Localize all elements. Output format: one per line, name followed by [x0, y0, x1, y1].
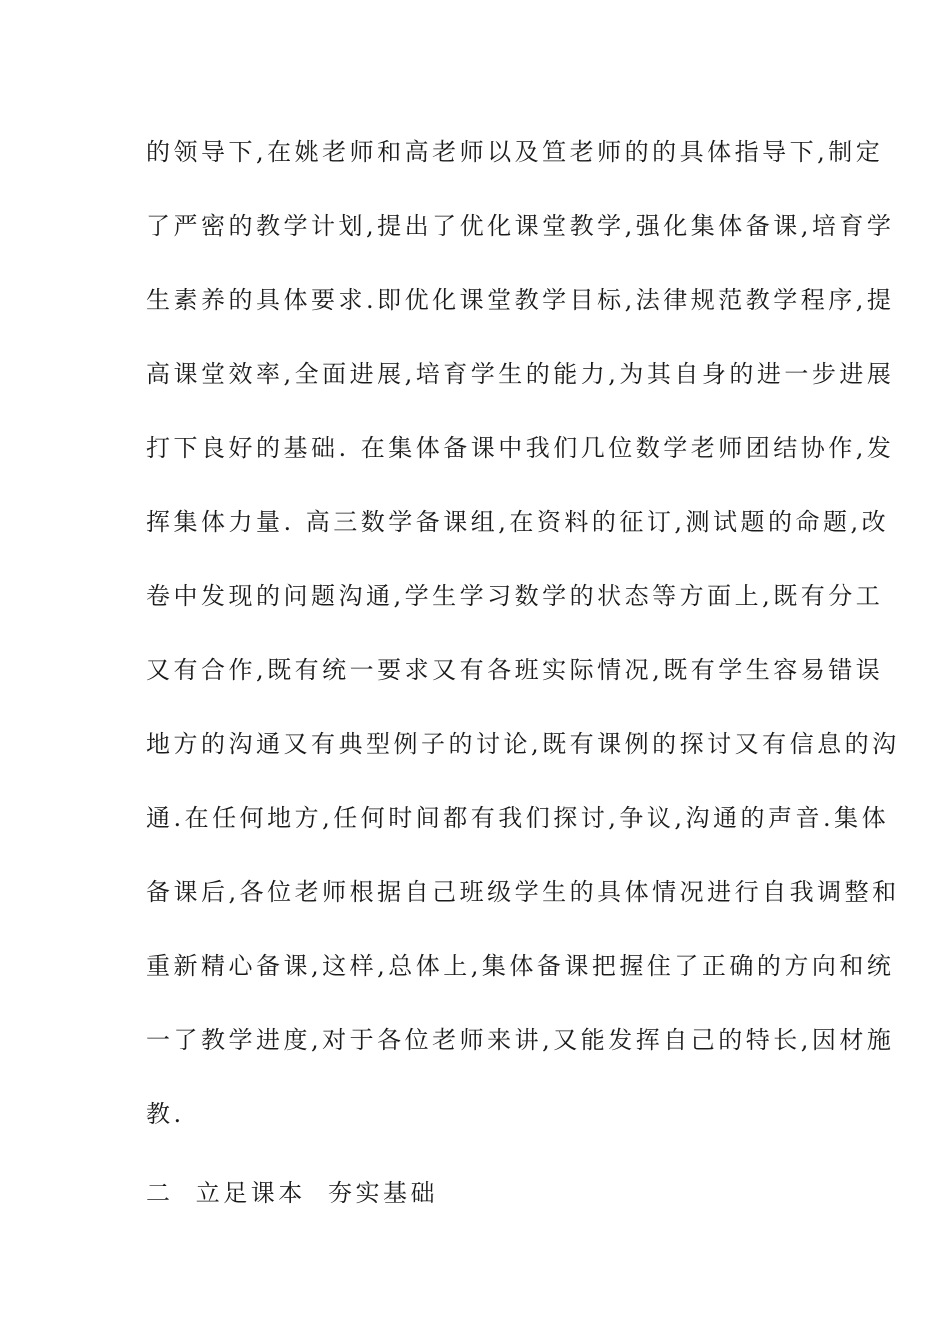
paragraph-line: 通.在任何地方,任何时间都有我们探讨,争议,沟通的声音.集体: [146, 804, 890, 832]
paragraph-line: 卷中发现的问题沟通,学生学习数学的状态等方面上,既有分工: [146, 582, 884, 610]
paragraph-line: 打下良好的基础. 在集体备课中我们几位数学老师团结协作,发: [146, 434, 895, 462]
paragraph-line: 重新精心备课,这样,总体上,集体备课把握住了正确的方向和统: [146, 952, 895, 980]
paragraph-line: 生素养的具体要求.即优化课堂教学目标,法律规范教学程序,提: [146, 286, 895, 314]
paragraph-line: 又有合作,既有统一要求又有各班实际情况,既有学生容易错误: [146, 656, 884, 684]
section-heading: 二 立足课本 夯实基础: [146, 1179, 439, 1207]
paragraph-line: 教.: [146, 1100, 185, 1128]
body-paragraph: [146, 130, 900, 1166]
paragraph-line: 挥集体力量. 高三数学备课组,在资料的征订,测试题的命题,改: [146, 508, 890, 536]
paragraph-line: 高课堂效率,全面进展,培育学生的能力,为其自身的进一步进展: [146, 360, 895, 388]
paragraph-line: 一了教学进度,对于各位老师来讲,又能发挥自己的特长,因材施: [146, 1026, 895, 1054]
paragraph-line: 的领导下,在姚老师和高老师以及笪老师的的具体指导下,制定: [146, 138, 884, 166]
paragraph-line: 备课后,各位老师根据自己班级学生的具体情况进行自我调整和: [146, 878, 900, 906]
paragraph-line: 地方的沟通又有典型例子的讨论,既有课例的探讨又有信息的沟: [146, 730, 900, 758]
paragraph-line: 了严密的教学计划,提出了优化课堂教学,强化集体备课,培育学: [146, 212, 895, 240]
